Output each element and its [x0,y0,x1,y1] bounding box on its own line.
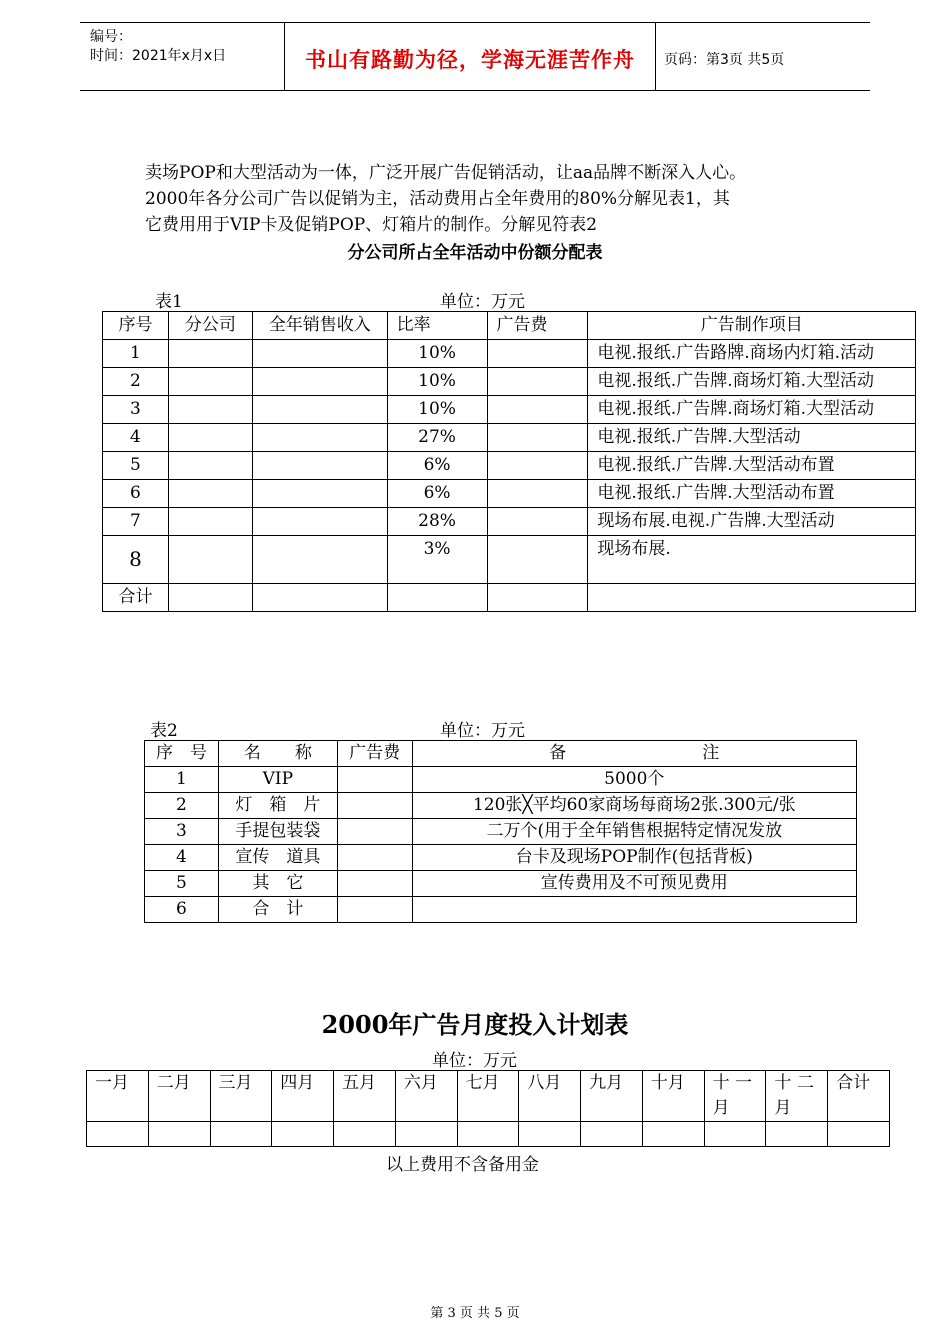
header-cell-no: 序 号 [145,741,219,767]
month-cell: 九月 [581,1071,643,1122]
header-divider-right [655,22,656,90]
table-row [103,368,916,396]
row-ratio: 6% [387,480,487,508]
header-cell-items: 广告制作项目 [588,312,916,340]
table1-label: 表1 [155,292,183,312]
row-no: 8 [103,536,169,584]
row-ratio: 28% [387,508,487,536]
row-items: 电视.报纸.广告牌.商场灯箱.大型活动 [588,396,916,424]
table-row [103,452,916,480]
table-row [103,536,916,584]
row-ratio: 3% [387,536,487,584]
header-number-label: 编号： [90,29,132,45]
header-cell-ratio: 比率 [387,312,487,340]
month-cell: 八月 [519,1071,581,1122]
month-cell: 二月 [148,1071,210,1122]
month-cell: 一月 [87,1071,149,1122]
header-page-label: 页码：第3页 共5页 [664,52,785,68]
row-ratio: 27% [387,424,487,452]
header-cell-revenue: 全年销售收入 [252,312,387,340]
table-row [103,396,916,424]
table-row [87,1122,890,1147]
row-name: VIP [218,767,337,793]
row-no: 2 [145,793,219,819]
table2-label: 表2 [150,721,178,741]
table-row [145,819,857,845]
row-no: 2 [103,368,169,396]
row-items: 电视.报纸.广告牌.商场灯箱.大型活动 [588,368,916,396]
intro-line-3: 它费用用于VIP卡及促销POP、灯箱片的制作。分解见符表2 [145,215,598,235]
table-row [103,424,916,452]
row-items: 电视.报纸.广告牌.大型活动 [588,424,916,452]
month-cell: 五月 [334,1071,396,1122]
row-no: 3 [103,396,169,424]
row-no: 6 [103,480,169,508]
table3-unit: 单位：万元 [432,1051,517,1071]
row-items: 电视.报纸.广告牌.大型活动布置 [588,452,916,480]
intro-line-2: 2000年各分公司广告以促销为主，活动费用占全年费用的80%分解见表1，其 [145,189,730,209]
row-name: 灯 箱 片 [218,793,337,819]
row-name: 手提包装袋 [218,819,337,845]
table-header-row [87,1071,890,1122]
month-cell: 三月 [210,1071,272,1122]
row-ratio: 10% [387,396,487,424]
table3-note: 以上费用不含备用金 [386,1155,539,1175]
row-name: 宣传 道具 [218,845,337,871]
table-row [103,340,916,368]
header-cell-note: 备 注 [412,741,856,767]
month-cell: 七月 [457,1071,519,1122]
month-cell: 四月 [272,1071,334,1122]
table2-unit: 单位：万元 [440,721,525,741]
row-no: 4 [145,845,219,871]
month-cell: 六月 [395,1071,457,1122]
month-cell: 十月 [642,1071,704,1122]
header-motto: 书山有路勤为径，学海无涯苦作舟 [305,48,635,72]
row-items: 现场布展.电视.广告牌.大型活动 [588,508,916,536]
row-no: 5 [103,452,169,480]
monthly-plan-table [86,1070,890,1147]
header-time-label: 时间：2021年x月x日 [90,48,227,64]
row-items: 电视.报纸.广告路牌.商场内灯箱.活动 [588,340,916,368]
table-header-row [103,312,916,340]
row-no: 1 [103,340,169,368]
row-ratio: 10% [387,340,487,368]
intro-line-1: 卖场POP和大型活动为一体，广泛开展广告促销活动，让aa品牌不断深入人心。 [145,163,747,183]
row-note: 台卡及现场POP制作(包括背板) [412,845,856,871]
table-row [145,871,857,897]
row-items: 电视.报纸.广告牌.大型活动布置 [588,480,916,508]
month-cell: 十 一 月 [704,1071,766,1122]
header-cell-ad-cost: 广告费 [337,741,412,767]
table-row [103,508,916,536]
row-no: 6 [145,897,219,923]
row-note: 120张╳平均60家商场每商场2张.300元/张 [412,793,856,819]
row-note [412,897,856,923]
row-note: 二万个(用于全年销售根据特定情况发放 [412,819,856,845]
row-items: 现场布展. [588,536,916,584]
header-top-rule [80,22,870,23]
header-divider-left [284,22,285,90]
allocation-table [102,311,916,612]
row-no: 5 [145,871,219,897]
total-label: 合计 [103,584,169,612]
row-ratio: 10% [387,368,487,396]
table-header-row [145,741,857,767]
table-total-row [103,584,916,612]
header-cell-name: 名 称 [218,741,337,767]
table1-unit: 单位：万元 [440,292,525,312]
table-row [145,793,857,819]
table-row [145,897,857,923]
header-cell-no: 序号 [103,312,169,340]
other-expenses-table [144,740,857,923]
page-footer: 第 3 页 共 5 页 [430,1306,520,1321]
table-row [103,480,916,508]
table3-title: 2000年广告月度投入计划表 [321,1010,629,1039]
month-cell: 十 二 月 [766,1071,828,1122]
row-no: 1 [145,767,219,793]
row-note: 宣传费用及不可预见费用 [412,871,856,897]
total-cell: 合计 [828,1071,890,1122]
table-row [145,845,857,871]
row-name: 合 计 [218,897,337,923]
table1-title: 分公司所占全年活动中份额分配表 [347,243,603,263]
row-note: 5000个 [412,767,856,793]
row-no: 4 [103,424,169,452]
header-bottom-rule [80,90,870,91]
row-ratio: 6% [387,452,487,480]
header-cell-branch: 分公司 [168,312,252,340]
row-name: 其 它 [218,871,337,897]
row-no: 3 [145,819,219,845]
header-cell-ad-cost: 广告费 [487,312,588,340]
row-no: 7 [103,508,169,536]
table-row [145,767,857,793]
